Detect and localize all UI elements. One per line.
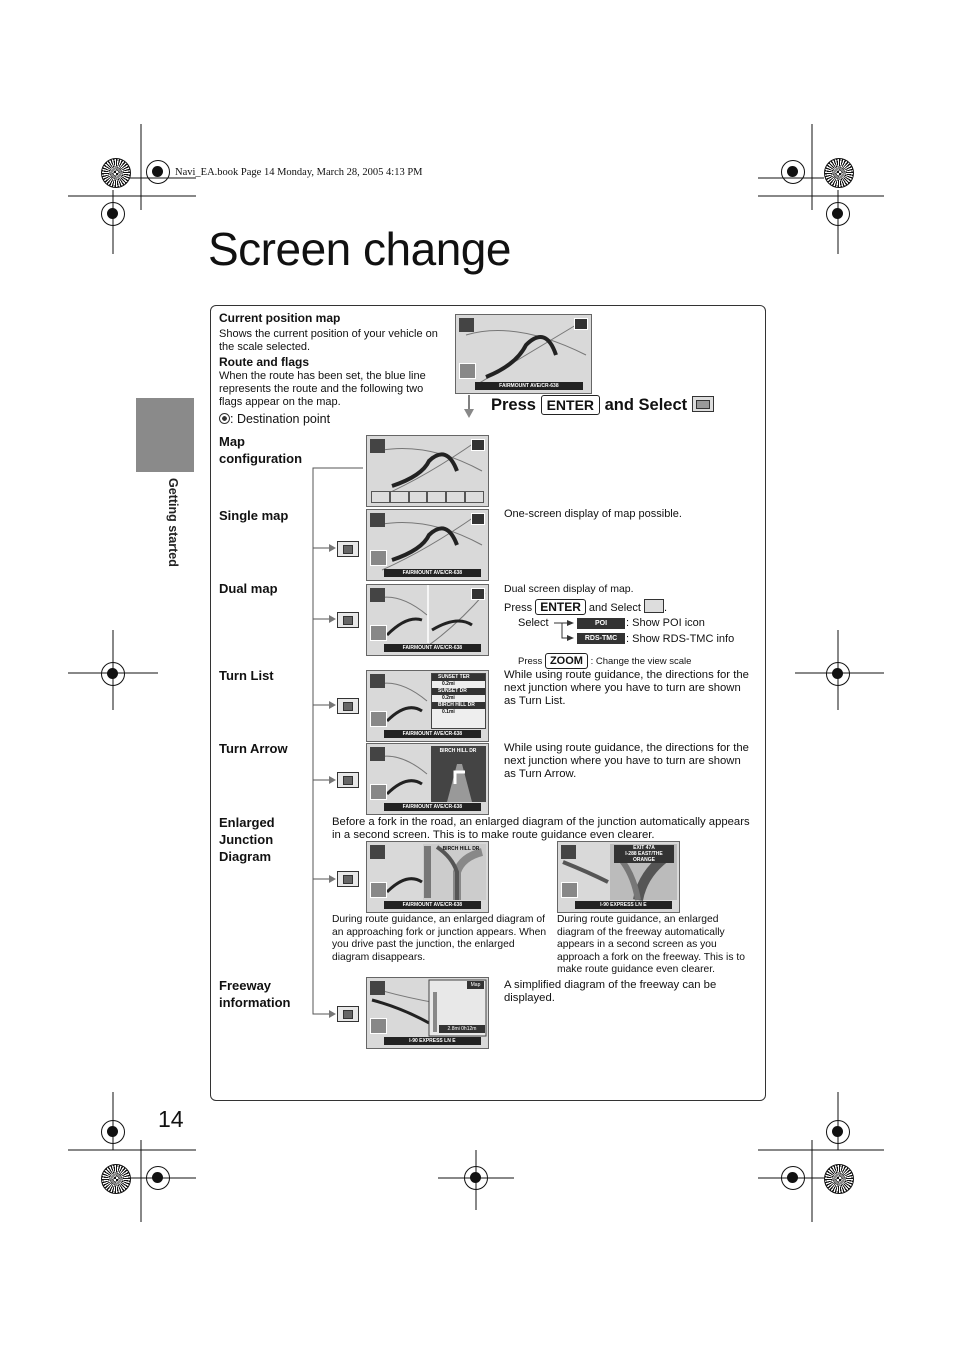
dual-map-screen: FAIRMOUNT AVE/CR-638	[366, 584, 489, 656]
single-map-desc: One-screen display of map possible.	[504, 508, 682, 520]
current-position-desc: Shows the current position of your vehicle on the scale selected.	[219, 328, 438, 353]
freeway-info-desc: A simplified diagram of the freeway can be displayed.	[504, 979, 717, 1004]
select-bracket	[554, 620, 576, 644]
current-position-map-screen	[455, 314, 592, 394]
freeway-distance: 2.8mi 0h12m	[439, 1025, 485, 1033]
dual-select-label: Select	[518, 617, 549, 629]
freeway-info-button-icon[interactable]	[337, 1006, 359, 1022]
freeway-info-label: Freeway information	[219, 978, 291, 1010]
turn-arrow-street: BIRCH HILL DR	[439, 748, 477, 754]
map-street-bar: FAIRMOUNT AVE/CR-638	[475, 382, 583, 390]
dual-map-button-icon[interactable]	[337, 612, 359, 628]
turn-distance: 0.2mi	[442, 695, 455, 701]
zoom-key[interactable]: ZOOM	[545, 653, 588, 669]
screen-config-icon[interactable]	[692, 396, 714, 412]
freeway-info-screen: Map 2.8mi 0h12m I-90 EXPRESS LN E	[366, 977, 489, 1049]
turn-list-screen: SUNSET TER 0.2mi SUNSET DR 0.2mi BIRCH HILL DR 0.1mi FAIRMOUNT AVE/CR-638	[366, 670, 489, 742]
poi-desc: : Show POI icon	[626, 617, 705, 629]
freeway-map-button[interactable]: Map	[467, 981, 484, 989]
turn-arrow-desc: While using route guidance, the directions for the next junction where you have to turn are shown as Turn Arrow.	[504, 742, 749, 780]
destination-point: : Destination point	[219, 412, 330, 426]
page-title: Screen change	[208, 223, 511, 275]
enlarged-caption-2: During route guidance, an enlarged diagram of the freeway automatically appears in a second screen as you approach a fork on the freeway. This is to make route guidance even clearer.	[557, 914, 745, 976]
turn-item: BIRCH HILL DR	[432, 702, 485, 709]
book-header-line: Navi_EA.book Page 14 Monday, March 28, 2005 4:13 PM	[175, 167, 423, 178]
turn-arrow-screen: BIRCH HILL DR FAIRMOUNT AVE/CR-638	[366, 743, 489, 815]
dual-map-desc: Dual screen display of map.	[504, 583, 634, 595]
turn-item: SUNSET DR	[432, 688, 485, 695]
single-map-label: Single map	[219, 508, 289, 523]
zoom-row: Press ZOOM : Change the view scale	[518, 655, 692, 667]
enlarged-junction-screen: BIRCH HILL DR FAIRMOUNT AVE/CR-638	[366, 841, 489, 913]
route-flags-desc: When the route has been set, the blue line represents the route and the following two flags appear on the map.	[219, 370, 426, 408]
enlarged-caption-1: During route guidance, an enlarged diagram of an approaching fork or junction appears. When you drive past the junction, the enlarged diagram disappears.	[332, 914, 547, 963]
turn-list-label: Turn List	[219, 668, 274, 683]
section-label: Getting started	[166, 478, 180, 567]
enlarged-junction-label: Enlarged Junction Diagram	[219, 815, 275, 864]
heading-route-and-flags: Route and flags	[219, 355, 310, 369]
turn-list-button-icon[interactable]	[337, 698, 359, 714]
enlarged-freeway-screen: EXIT 47A I-288 EAST/THE ORANGE I-90 EXPRESS LN E	[557, 841, 680, 913]
poi-button[interactable]: POI	[577, 618, 625, 629]
page-number: 14	[158, 1106, 184, 1132]
dual-map-select-icon[interactable]	[644, 599, 664, 613]
turn-arrow-button-icon[interactable]	[337, 772, 359, 788]
enlarged-junction-button-icon[interactable]	[337, 871, 359, 887]
map-configuration-screen	[366, 435, 489, 507]
dual-map-label: Dual map	[219, 581, 278, 596]
enter-key[interactable]: ENTER	[541, 395, 600, 415]
enlarged-junction-desc: Before a fork in the road, an enlarged diagram of the junction automatically appears in a second screen. This is to make route guidance even clearer.	[332, 816, 750, 841]
turn-distance: 0.1mi	[442, 709, 455, 715]
turn-distance: 0.2mi	[442, 681, 455, 687]
map-configuration-label: Map configuration	[219, 434, 303, 466]
dual-press-row: Press ENTER and Select .	[504, 600, 668, 614]
rds-tmc-button[interactable]: RDS-TMC	[577, 633, 625, 644]
turn-item: SUNSET TER	[432, 674, 485, 681]
junction-street: BIRCH HILL DR	[442, 846, 480, 852]
press-enter-select: Press ENTER and Select	[491, 395, 714, 415]
single-map-screen: FAIRMOUNT AVE/CR-638	[366, 509, 489, 581]
down-arrow	[463, 395, 475, 419]
heading-current-position-map: Current position map	[219, 311, 341, 325]
single-map-button-icon[interactable]	[337, 541, 359, 557]
destination-flag-icon	[219, 413, 230, 424]
turn-list-desc: While using route guidance, the directions for the next junction where you have to turn are shown as Turn List.	[504, 669, 749, 707]
enter-key[interactable]: ENTER	[535, 599, 586, 615]
exit-label: EXIT 47A I-288 EAST/THE ORANGE	[614, 845, 674, 863]
turn-arrow-label: Turn Arrow	[219, 741, 288, 756]
section-tab	[136, 398, 194, 472]
rds-tmc-desc: : Show RDS-TMC info	[626, 633, 735, 645]
